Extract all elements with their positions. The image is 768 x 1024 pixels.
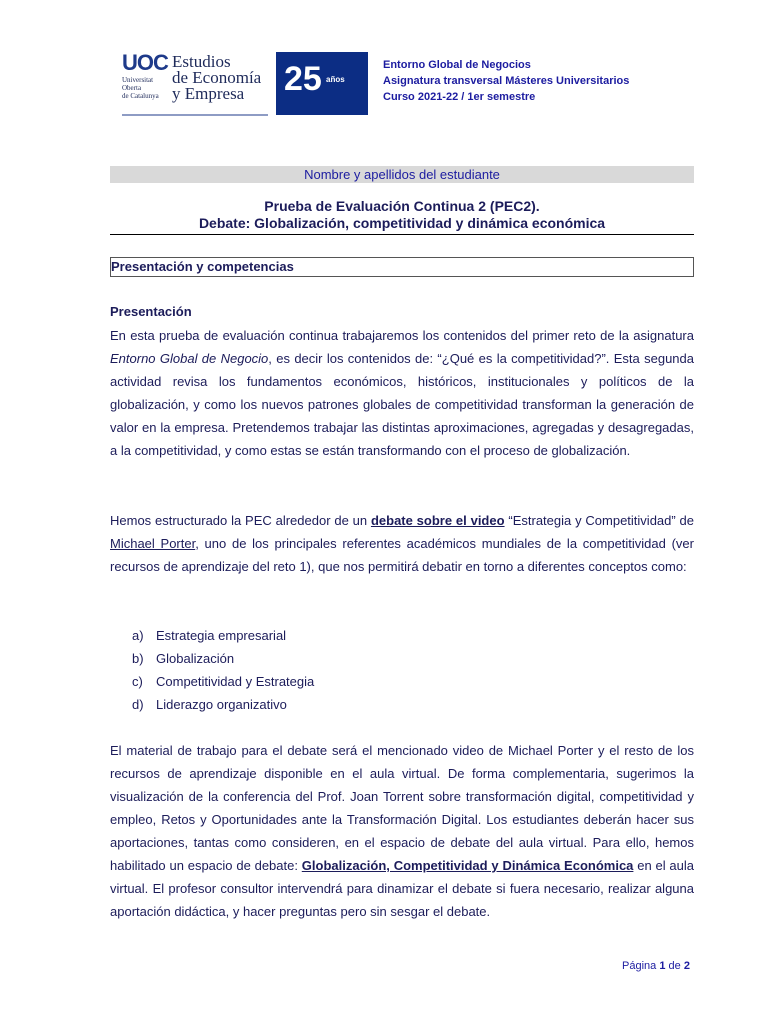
anniversary-label: años bbox=[326, 75, 345, 84]
uoc-logo bbox=[122, 52, 268, 116]
uoc-letters: UOC bbox=[122, 50, 168, 75]
faculty-name: Estudios de Economía y Empresa bbox=[172, 52, 262, 103]
uoc-mark bbox=[122, 52, 170, 116]
svg-text:25: 25 bbox=[284, 60, 322, 98]
list-item: c) Competitividad y Estrategia bbox=[132, 674, 315, 689]
section-title: Presentación y competencias bbox=[111, 259, 294, 274]
debate-space-link[interactable]: Globalización, Competitividad y Dinámica Económica bbox=[301, 858, 634, 873]
course-name: Entorno Global de Negocios bbox=[383, 59, 531, 71]
title-line-1: Prueba de Evaluación Continua 2 (PEC2). bbox=[264, 198, 540, 214]
list-item: b) Globalización bbox=[132, 651, 235, 666]
page-number: Página 1 de 2 bbox=[622, 960, 690, 972]
document-title bbox=[110, 198, 694, 232]
paragraph-structure: Hemos estructurado la PEC alrededor de un debate sobre el video “Estrategia y Competitividad” de Michael Porter, uno de los principales referentes académicos mundiales de la competitividad (ver recursos de aprendizaje del reto 1), que nos permitirá debatir en torno a diferentes conceptos como: bbox=[110, 513, 695, 574]
title-divider bbox=[110, 234, 694, 235]
section-header bbox=[110, 257, 694, 277]
title-line-2: Debate: Globalización, competitividad y dinámica económica bbox=[198, 215, 606, 231]
michael-porter-link[interactable]: Michael Porter bbox=[110, 536, 196, 551]
list-item: a) Estrategia empresarial bbox=[132, 628, 287, 643]
anniversary-logo bbox=[276, 52, 368, 115]
course-info bbox=[383, 57, 629, 105]
presentation-heading: Presentación bbox=[110, 304, 192, 319]
course-term: Curso 2021-22 / 1er semestre bbox=[383, 91, 536, 103]
concepts-list bbox=[132, 624, 314, 716]
uoc-subtitle: Universitat Oberta de Catalunya bbox=[122, 76, 159, 100]
paragraph-intro: En esta prueba de evaluación continua trabajaremos los contenidos del primer reto de la asignatura Entorno Global de Negocio, es decir los contenidos de: “¿Qué es la competitividad?”. Esta segunda actividad revisa los fundamentos económicos, históricos, institucionales y políticos de la globalización, y como los nuevos patrones globales de competitividad transforman la generación de valor en la empresa. Pretendemos trabajar las distintas aproximaciones, agregadas y desagregadas, a la competitividad, y como estas se están transformando con el proceso de globalización. bbox=[110, 328, 694, 458]
course-subject: Asignatura transversal Másteres Universitarios bbox=[383, 75, 630, 87]
video-debate-link[interactable]: debate sobre el video bbox=[370, 513, 505, 528]
list-item: d) Liderazgo organizativo bbox=[132, 697, 287, 712]
paragraph-materials: El material de trabajo para el debate será el mencionado video de Michael Porter y el resto de los recursos de aprendizaje disponible en el aula virtual. De forma complementaria, sugerimos la visualización de la conferencia del Prof. Joan Torrent sobre transformación digital, competitividad y empleo, Retos y Oportunidades ante la Transformación Digital. Los estudiantes deberán hacer sus aportaciones, tantas como consideren, en el espacio de debate del aula virtual. Para ello, hemos habilitado un espacio de debate: Globalización, Competitividad y Dinámica Económica en el aula virtual. El profesor consultor intervendrá para dinamizar el debate si fuera necesario, realizar alguna aportación didáctica, y hacer preguntas pero sin sesgar el debate. bbox=[110, 743, 694, 919]
logo-underline bbox=[122, 114, 268, 116]
anniversary-number-graphic bbox=[276, 52, 368, 115]
course-name-italic: Entorno Global de Negocio bbox=[110, 351, 269, 366]
student-name-field: Nombre y apellidos del estudiante bbox=[110, 166, 694, 183]
